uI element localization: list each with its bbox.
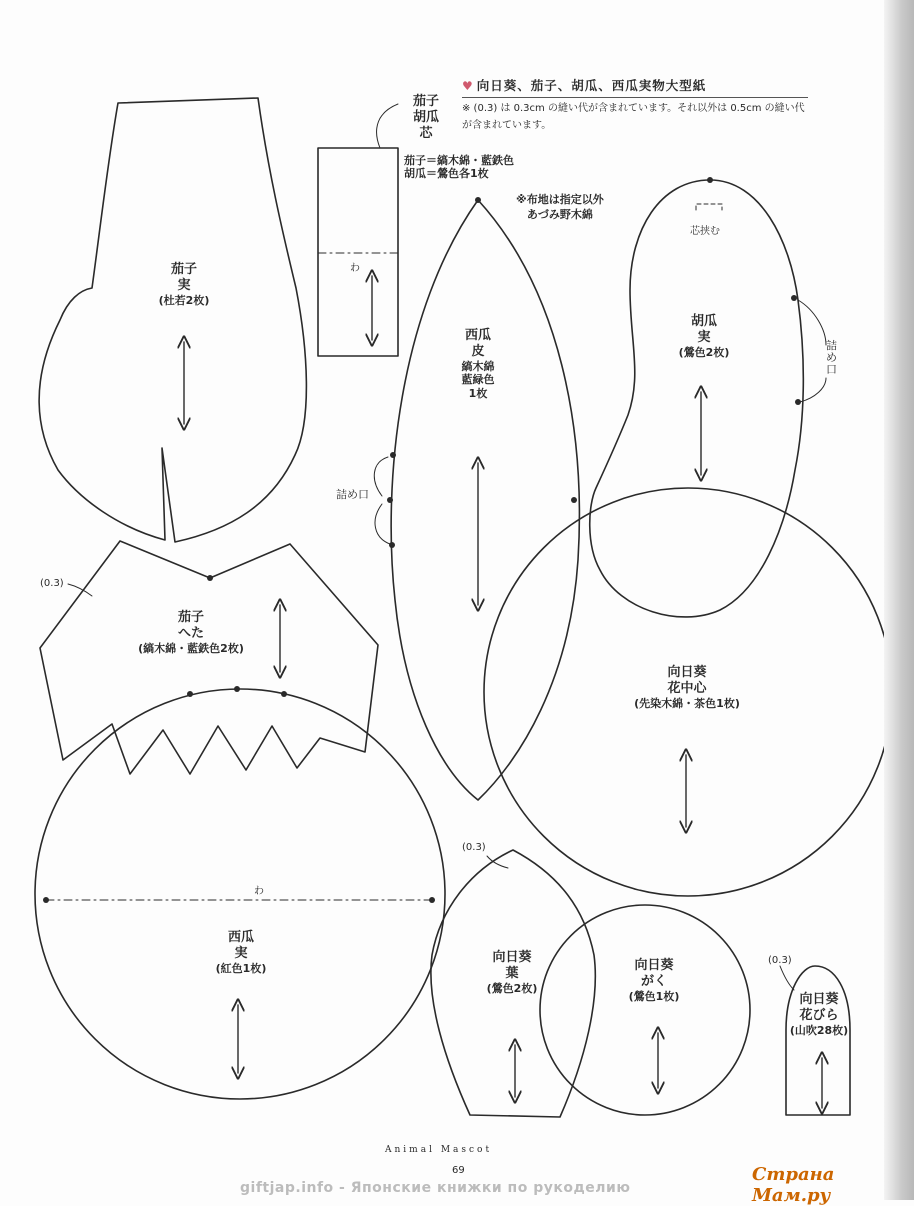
shin-spec: 茄子＝縞木綿・藍鉄色 胡瓜＝鶯色各1枚	[404, 154, 514, 181]
himawari-leaf-allowance: (0.3)	[462, 842, 486, 853]
kyuri-insert-mark	[696, 204, 722, 210]
himawari-petal-allowance: (0.3)	[768, 955, 792, 966]
himawari-petal-label: 向日葵 花びら (山吹28枚)	[789, 992, 849, 1037]
shin-label: 茄子 胡瓜 芯	[412, 94, 439, 141]
suika-mi-label: 西瓜 実 (紅色1枚)	[215, 930, 267, 975]
himawari-calyx-outline	[540, 905, 750, 1115]
suika-kawa-stuff-label: 詰め口	[336, 488, 369, 501]
nasu-mi-outline	[39, 98, 306, 542]
footer-site-link[interactable]: giftjap.info - Японские книжки по рукоделию	[240, 1180, 631, 1196]
fabric-note: ※布地は指定以外 あづみ野木綿	[516, 193, 604, 222]
himawari-center-label: 向日葵 花中心 (先染木綿・茶色1枚)	[634, 665, 740, 710]
kyuri-mi-label: 胡瓜 実 (鶯色2枚)	[678, 314, 730, 359]
himawari-petal-outline	[786, 966, 850, 1115]
suika-mi-fold-label: わ	[254, 886, 264, 897]
header-note: ※ (0.3) は 0.3cm の縫い代が含まれています。それ以外は 0.5cm の縫い代が含まれています。	[462, 103, 805, 131]
suika-mi-outline	[35, 689, 445, 1099]
himawari-petal-leader	[780, 966, 794, 990]
kyuri-mi-outline	[590, 180, 804, 617]
watermark-logo: Страна Мам.ру	[752, 1164, 835, 1206]
header-title: ♥ 向日葵、茄子、胡瓜、西瓜実物大型紙	[462, 78, 707, 93]
nasu-mi-label: 茄子 実 (杜若2枚)	[158, 262, 210, 307]
suika-kawa-label: 西瓜 皮 縞木綿 藍緑色 1枚	[461, 328, 495, 400]
himawari-leaf-label: 向日葵 葉 (鶯色2枚)	[486, 950, 538, 995]
header	[462, 76, 822, 134]
kyuri-insert-label: 芯挟む	[690, 226, 720, 237]
page-number: 69	[452, 1165, 465, 1176]
heart-icon: ♥	[462, 79, 474, 93]
nasu-heta-label: 茄子 へた (縞木綿・藍鉄色2枚)	[138, 610, 244, 655]
shin-leader	[377, 104, 398, 148]
header-underline	[462, 97, 808, 98]
shin-outline	[318, 148, 398, 356]
footer-brand: Animal Mascot	[385, 1145, 493, 1155]
kyuri-stuff-label: 詰 め 口	[826, 339, 837, 377]
shin-fold-label: わ	[350, 263, 360, 274]
page-gutter-shadow	[884, 0, 914, 1200]
himawari-calyx-label: 向日葵 がく (鶯色1枚)	[628, 958, 680, 1003]
nasu-heta-allowance: (0.3)	[40, 578, 64, 589]
